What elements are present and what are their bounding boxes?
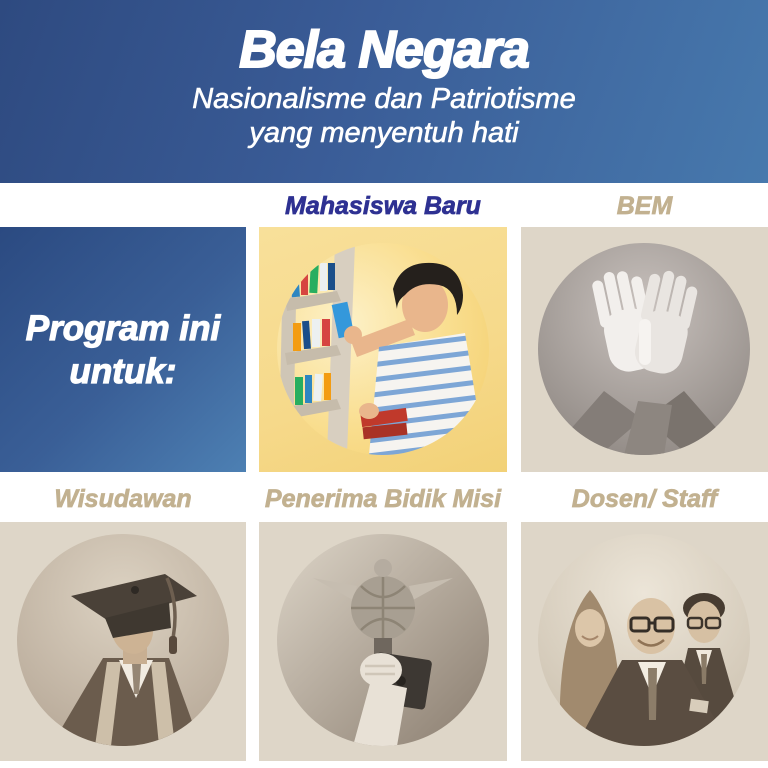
student-library-photo	[277, 243, 489, 455]
panel-bem	[521, 227, 768, 472]
graduate-photo	[17, 534, 229, 746]
intro-panel	[0, 227, 246, 472]
subtitle-line-1: Nasionalisme dan Patriotisme	[192, 83, 576, 115]
staff-group-illustration	[538, 534, 750, 746]
label-dosen-staff: Dosen/ Staff	[571, 485, 718, 513]
label-bem: BEM	[616, 192, 673, 220]
graduate-illustration	[17, 534, 229, 746]
trophy-illustration	[277, 534, 489, 746]
poster-title: Bela Negara	[239, 21, 529, 79]
intro-line-2: untuk:	[69, 351, 177, 391]
label-wisudawan: Wisudawan	[54, 485, 192, 513]
intro-text	[26, 307, 220, 393]
high-five-hands-photo	[538, 243, 750, 455]
header-banner	[0, 0, 768, 183]
staff-group-photo	[538, 534, 750, 746]
panel-wisudawan	[0, 522, 246, 761]
panel-penerima-bidik-misi	[259, 522, 507, 761]
label-penerima-bidik-misi: Penerima Bidik Misi	[264, 485, 502, 513]
student-library-illustration	[277, 243, 489, 455]
high-five-illustration	[538, 243, 750, 455]
panel-dosen-staff	[521, 522, 768, 761]
trophy-photo	[277, 534, 489, 746]
label-mahasiswa-baru: Mahasiswa Baru	[285, 192, 481, 220]
subtitle-line-2: yang menyentuh hati	[249, 117, 519, 149]
intro-line-1: Program ini	[25, 308, 221, 348]
poster-subtitle	[0, 82, 768, 150]
panel-mahasiswa-baru	[259, 227, 507, 472]
